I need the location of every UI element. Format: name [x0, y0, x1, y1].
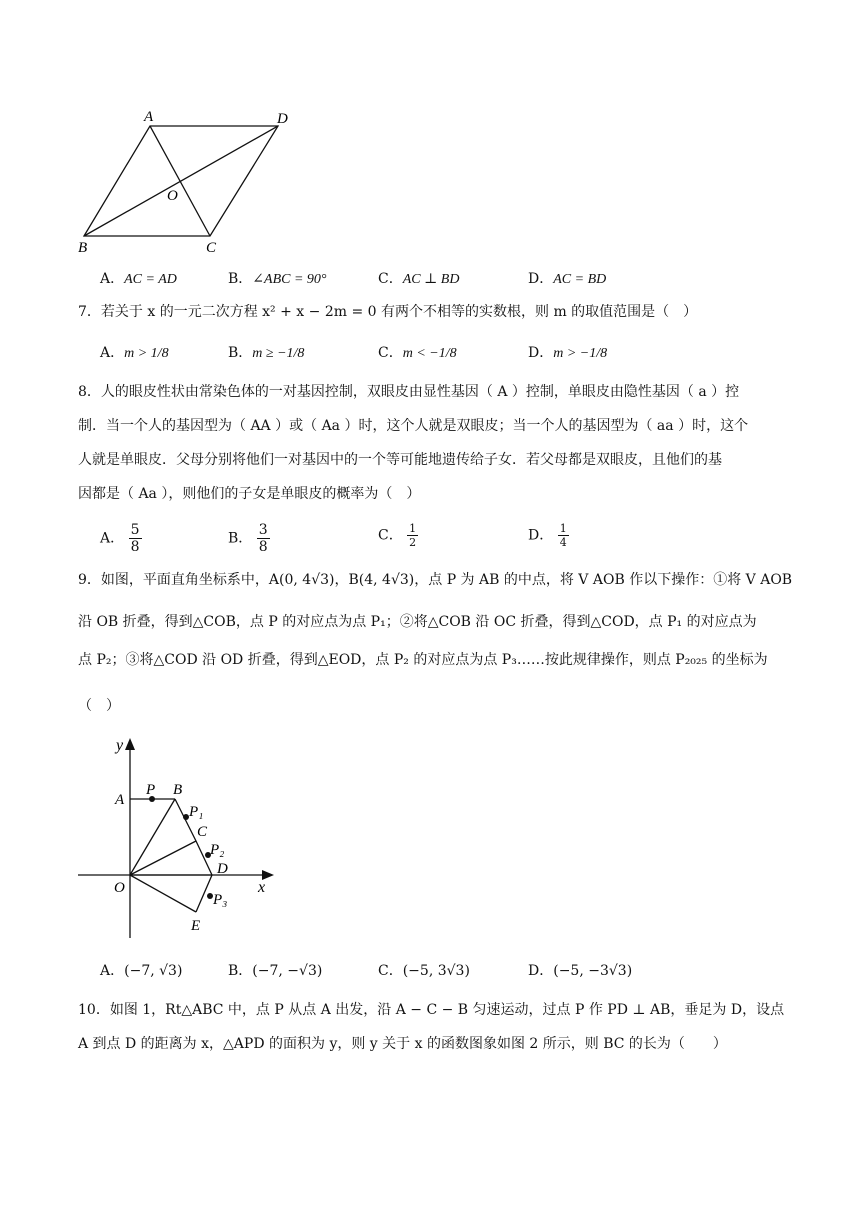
q8-line-1: 8．人的眼皮性状由常染色体的一对基因控制，双眼皮由显性基因（ A ）控制，单眼皮由隐性基因（ a ）控	[78, 384, 740, 400]
q7-stem: 7．若关于 x 的一元二次方程 x² + x − 2m = 0 有两个不相等的实数根，则 m 的取值范围是（ ）	[78, 304, 698, 320]
fraction	[257, 522, 270, 555]
option-text: m < −1/8	[402, 346, 457, 361]
center-label-o: O	[167, 188, 178, 204]
vertex-label-d: D	[277, 111, 288, 127]
y-axis-arrow-icon	[125, 738, 135, 750]
y-axis-label: y	[116, 737, 124, 754]
option-label: A．	[100, 530, 125, 547]
option-label: B．	[228, 271, 253, 287]
label-d: D	[217, 861, 228, 877]
option-label: D．	[528, 963, 554, 979]
label-p2: P₂	[210, 842, 225, 858]
denominator: 8	[130, 539, 140, 555]
vertex-label-c: C	[206, 240, 217, 256]
option-text: m > 1/8	[124, 346, 169, 361]
denominator: 2	[409, 536, 417, 549]
q9-line-4: （ ）	[78, 698, 120, 714]
parallelogram-figure	[70, 100, 310, 260]
q9-line-2: 沿 OB 折叠，得到△COB，点 P 的对应点为点 P₁；②将△COB 沿 OC 折叠，得到△COD，点 P₁ 的对应点为	[78, 614, 757, 630]
fraction	[407, 522, 418, 549]
option-label: B．	[228, 963, 253, 979]
denominator: 8	[258, 539, 268, 555]
label-c: C	[197, 824, 208, 840]
q8-line-4: 因都是（ Aa ），则他们的子女是单眼皮的概率为（ ）	[78, 486, 421, 502]
label-e: E	[191, 918, 201, 934]
q10-line-2: A 到点 D 的距离为 x，△APD 的面积为 y，则 y 关于 x 的函数图象如图 2 所示，则 BC 的长为（ ）	[78, 1036, 727, 1052]
option-text: (−7, −√3)	[252, 963, 323, 979]
vertex-label-b: B	[78, 240, 88, 256]
option-label: D．	[528, 271, 554, 287]
q7-option-d[interactable]	[528, 343, 607, 364]
option-label: A．	[100, 345, 125, 361]
q8-line-3: 人就是单眼皮．父母分别将他们一对基因中的一个等可能地遗传给子女．若父母都是双眼皮，且他们的基	[78, 452, 722, 468]
option-label: A．	[100, 271, 125, 287]
option-label: A．	[100, 963, 125, 979]
q8-option-d[interactable]	[528, 522, 569, 549]
label-p1: P₁	[189, 804, 204, 820]
q6-option-c[interactable]	[378, 269, 459, 290]
q8-option-b[interactable]	[228, 522, 270, 555]
q9-option-b[interactable]	[228, 961, 322, 981]
label-p3: P₃	[213, 892, 228, 908]
numerator: 1	[409, 522, 417, 535]
q10-line-1: 10．如图 1，Rt△ABC 中，点 P 从点 A 出发，沿 A − C − B 匀速运动，过点 P 作 PD ⊥ AB，垂足为 D，设点	[78, 1002, 785, 1018]
option-label: C．	[378, 271, 403, 287]
q8-line-2: 制．当一个人的基因型为（ AA ）或（ Aa ）时，这个人就是双眼皮；当一个人的基因型为（ aa ）时，这个	[78, 418, 749, 434]
option-text: m ≥ −1/8	[252, 346, 305, 361]
option-label: B．	[228, 345, 253, 361]
x-axis-label: x	[258, 879, 266, 896]
q8-option-a[interactable]	[100, 522, 142, 555]
denominator: 4	[559, 536, 567, 549]
option-text: (−5, 3√3)	[402, 963, 470, 979]
option-label: C．	[378, 963, 403, 979]
option-text: (−7, √3)	[124, 963, 183, 979]
option-text: AC ⊥ BD	[402, 272, 460, 287]
fraction	[558, 522, 569, 549]
option-text: AC = AD	[124, 272, 177, 287]
option-text: ∠ABC = 90°	[252, 272, 327, 287]
option-label: B．	[228, 530, 253, 547]
option-label: D．	[528, 527, 554, 544]
option-label: C．	[378, 345, 403, 361]
q6-option-a[interactable]	[100, 269, 177, 290]
numerator: 3	[258, 522, 268, 538]
option-label: C．	[378, 527, 403, 544]
q6-option-d[interactable]	[528, 269, 606, 290]
q7-option-b[interactable]	[228, 343, 304, 364]
label-p: P	[146, 782, 156, 798]
q7-option-c[interactable]	[378, 343, 457, 364]
q9-option-d[interactable]	[528, 961, 632, 981]
q7-option-a[interactable]	[100, 343, 169, 364]
fraction	[129, 522, 142, 555]
label-a: A	[115, 792, 125, 808]
option-text: m > −1/8	[553, 346, 608, 361]
q9-line-3: 点 P₂；③将△COD 沿 OD 折叠，得到△EOD，点 P₂ 的对应点为点 P₃……按此规律操作，则点 P₂₀₂₅ 的坐标为	[78, 652, 768, 668]
q9-option-c[interactable]	[378, 961, 470, 981]
q8-option-c[interactable]	[378, 522, 418, 549]
q9-option-a[interactable]	[100, 961, 182, 981]
q6-option-b[interactable]	[228, 269, 327, 290]
label-b: B	[173, 782, 183, 798]
coordinate-fold-figure	[70, 730, 290, 950]
option-text: AC = BD	[553, 272, 607, 287]
label-o: O	[114, 880, 125, 896]
option-label: D．	[528, 345, 554, 361]
q9-line-1: 9．如图，平面直角坐标系中，A(0, 4√3)，B(4, 4√3)，点 P 为 AB 的中点，将 V AOB 作以下操作：①将 V AOB	[78, 572, 793, 588]
vertex-label-a: A	[144, 109, 154, 125]
numerator: 1	[559, 522, 567, 535]
option-text: (−5, −3√3)	[553, 963, 633, 979]
numerator: 5	[130, 522, 140, 538]
